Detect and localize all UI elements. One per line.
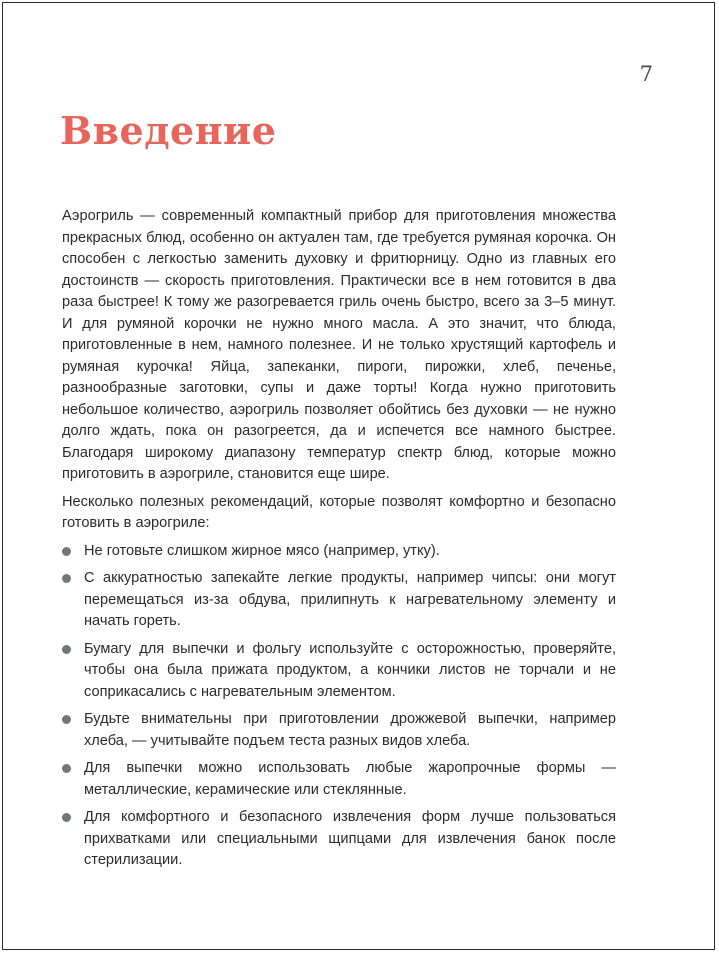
tip-text: Для выпечки можно использовать любые жаропрочные формы — металлические, керамические или стеклянные. xyxy=(84,760,616,798)
bullet-dot-icon xyxy=(62,813,71,822)
page-number: 7 xyxy=(639,62,653,86)
bullet-dot-icon xyxy=(62,547,71,556)
tips-lead-paragraph: Несколько полезных рекомендаций, которые позволят комфортно и безопасно готовить в аэрогриле: xyxy=(62,493,616,531)
tip-item xyxy=(62,639,616,704)
tip-item xyxy=(62,709,616,752)
tips-list xyxy=(62,541,616,872)
tip-text: Для комфортного и безопасного извлечения форм лучше пользоваться прихватками или специальными щипцами для извлечения банок после стерилизации. xyxy=(84,809,616,868)
chapter-body xyxy=(62,206,616,878)
chapter-title: Введение xyxy=(60,108,277,153)
tip-item xyxy=(62,568,616,633)
bullet-dot-icon xyxy=(62,764,71,773)
intro-paragraph: Аэрогриль — современный компактный прибор для приготовления множества прекрасных блюд, особенно он актуален там, где требуется румяная корочка. Он способен с легкостью заменить духовку и фритюрницу. Одно из главных его достоинств — скорость приготовления. Практически все в нем готовится в два раза быстрее! К тому же разогревается гриль очень быстро, всего за 3–5 минут. И для румяной корочки не нужно много масла. А это значит, что блюда, приготовленные в нем, намного полезнее. И не только хрустящий картофель и румяная курочка! Яйца, запеканки, пироги, пирожки, хлеб, печенье, разнообразные заготовки, супы и даже торты! Когда нужно приготовить небольшое количество, аэрогриль позволяет обойтись без духовки — не нужно долго ждать, пока он разогреется, да и испечется все намного быстрее. Благодаря широкому диапазону температур спектр блюд, которые можно приготовить в аэрогриле, становится еще шире. xyxy=(62,208,616,482)
bullet-dot-icon xyxy=(62,645,71,654)
tip-item xyxy=(62,758,616,801)
tip-item xyxy=(62,807,616,872)
bullet-dot-icon xyxy=(62,574,71,583)
tip-text: Будьте внимательны при приготовлении дрожжевой выпечки, например хлеба, — учитывайте подъем теста разных видов хлеба. xyxy=(84,711,616,749)
tip-text: Не готовьте слишком жирное мясо (например, утку). xyxy=(84,542,440,559)
tip-text: Бумагу для выпечки и фольгу используйте с осторожностью, проверяйте, чтобы она была прижата продуктом, а кончики листов не торчали и не соприкасались с нагревательным элементом. xyxy=(84,640,616,700)
tip-item xyxy=(62,541,616,563)
tip-text: С аккуратностью запекайте легкие продукты, например чипсы: они могут перемещаться из-за обдува, прилипнуть к нагревательному элементу и начать гореть. xyxy=(84,570,616,629)
bullet-dot-icon xyxy=(62,715,71,724)
